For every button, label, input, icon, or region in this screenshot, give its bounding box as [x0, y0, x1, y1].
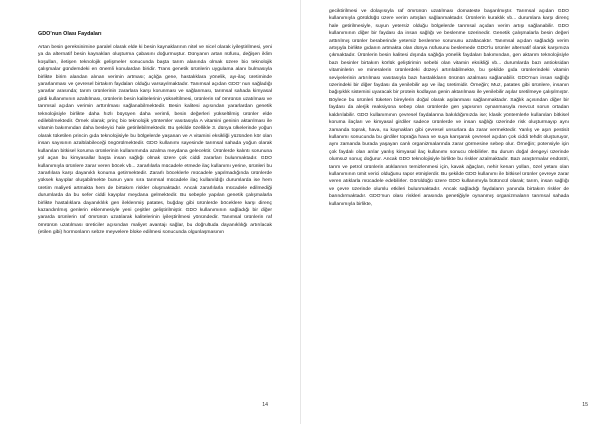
right-body-text: geciktirilmesi ve dolayısıyla raf ömrünün uzatılması domateste başarılmıştır. Tarımsal açıdan GDO kullanımıyla görüldüğü üzere verim artışları sağlanmaktadır. Ürünlerin kuraklık vb... durumlara karşı direnç hale getirilmesiyle, suyun yetersiz olduğu bölgelerde tarımsal açıdan verim artışı sağlanabilir. GDO kullanımının diğer bir faydası da insan sağlığı ve beslenme üzerinedir. Genetik çalışmalarla besin değeri arttırılmış ürünler beraberinde yetersiz beslenme sorununu azaltacaktır. Tanımsal açıdan sağladığı verim artışıyla birlikte gıdanın artmakta olan dünya nüfusunu beslemede GDO’lu ürünler alternatif olarak karşımıza çıkmaktadır. Ürünlerin besin kalitesi dışında sağlığa yönelik faydaları bakımından, gen aktarım teknolojisiyle bazı besinler birtakım körlük geliştirimin sebebi olan vitamin eksikliği vb... durumlarda bazı antioksidan vitaminlerin ve mineralerin ürünlerdeki düzeyi artırılabilmekte, bu şekilde gıda ürünlerindeki vitamin seviyelerinin artırılması vasıtasıyla bazı hastalıkların önünün azalması sağlanabilir. GDO’nun insan sağlığı üzerindeki bir diğer faydası da yenilebilir aşı ve ilaç üretimidir. Örneğin; Muz, patates gibi ürünlere, insanın bağışıklık sistemini uyaracak bir protein kodlayan genin aktarılması ile yenilebilir aşılar üretilmeye çalışılmıştır. Böylece bu ürünleri tüketen bireylerin doğal olarak aşılanması sağlanmaktadır. Sağlık açısından diğer bir faydası da alerjik reaksiyona sebep olan ürünlerde gen yapısının oynanmasıyla mevcut sorun ortadan kaldırılabilir. GDO kullanımının çevresel faydalarına bakıldığımızda ise; klasik yöntemlerle kullanılan bitkisel koruma ilaçları ve kimyasal girdiler sadece ürünlerde ve insan sağlığı üzerinde risk oluşturmayıp aynı zamanda toprak, hava, su kaynakları gibi çevresel unsurlara da zarar vermektedir. Yanlış ve aşırı pestisit kullanımı sonucunda bu girdiler toprağa hava ve suya karışarak çevresel açıdan çok ciddi tehdit oluşturuyor, aynı zamanda burada yaşayan canlı organizmalarında zarar görmesine sebep olur. Örneğin; potensiyle için çok faydalı olan arılar yanlış kimyasal ilaç kullanımı sonucu ölebilirler. Bu durum doğal dengeyi üzerinde olumsuz sonuç doğurur. Ancak GDO teknolojisiyle birlikte bu riskler azalmaktadır. Bazı araştırmalar endüstri, tarım ve petrol ürünlerin atıklarının temizlenmesi için, kavak ağaçları, nehir kenarı yolları, özel yetanı olan kullanımının ümit verici olduğunu rapor etmişlerdir. Bu şekilde GDO kullanımı ile bitkisel ürünler çevreye zarar veren atıklarla mücadele edebilirler. Görüldüğü üzere GDO kullanımıyla bütüncül olarak; tarım, insan sağlığı ve çevre üzerinde olumlu etkileri bulunmaktadır. Ancak sağladığı faydaların yanında birtakım riskler de barındırmaktadır. GDO’nun olası riskleri arasında genetiğiyle oynanmış organizmaların tarımsal sahada kullanımıyla birlikte,	[329, 9, 569, 207]
left-body-text: Artan besin gereksinimine paralel olarak elde ki besin kaynaklarının nitel ve nicel olarak iyileştirilmesi, yeni ya da alternatif besin kaynakları oluşturma çabasını doğurmuştur. Dünyanın artan nüfusu, değişen iklim koşulları, iletişen teknolojik gelişmeler sonucunda başta tarım alanında olmak üzere bio teknolojik çalışmalar gündemdeki en önemli konulardan biridir. Trans genetik ürünlerin uygulama alanı bulmasıyla birlikte birim alandan alınan verimin artması; açlığa gene, hastalıklara yönelik, ayı-ilaç üretiminde yararlanması ve çevresel birtakım faydaları olduğu varsayılmaktadır. Tanımsal açıdan GDO’ nun sağladığı yararlar arasında; tarım ürünlerinin zararlara karşı korunması ve sağlanması, tarımsal sahada kimyasal girdi kullanımının azaltılması, ürünlerin besin kalitelerinin yükseltilmesi, ürünlerin raf ömrünün uzatılması ve tarımsal açıdan verimin arttırılması sağlanabilmektedir. Besin kalitesi açısından yararlardan genetik teknolojisiyle birlikte daha hızlı büyüyen daha verimli, besin değerleri yükseltilmiş ürünler elde edilebilmektedir. Örnek olarak; prinç bio teknolojik yöntemler vasıtasıyla A vitamini geninin aktarılması ile vitamin bakımından daha besleyici hale getirilebilmektedir. Bu şekilde özellikle 3. dünya ülkelerinde yoğun olarak tüketilen princin gıda teknolojisiyle bu bölgelerde yaşanan ve A vitamini eksikliği yüzünden kör olan insan sayısının azaltılabileceği öngörülmektedir. GDO kullanımı sayesinde tarımsal sahada yoğun olarak kullanılan bitkisel koruma ürünlerinin kullanımında azalma meydana gelecektir. Ürünlerde kalıntı sorununa yol açan bu kimyasallar başta insan sağlığı olmak üzere çok ciddi zararları bulunmaktadır. GDO kullanımıyla ürünlere zarar veren böcek vb... zararlılarla mücadele etmede ilaç kullanımı yerine, ürünleri bu zararlılara karşı dayanıklı konuma getirmektedir. Zararlı böceklerle mücadele yapılmadığında ürünlerde yüksek kayıplar oluşabilmekte bunun yanı sıra tarımsal mücadele ilaç kullanıldığı durumlarda ise hem üretim maliyeti artmakta hem de birtakım riskler oluşmaktadır. Ancak zararlılarla mücadele edilmediği durumlarda da bu sefer ciddi kayıplar meydana gelmektedir. Bu sebeple yapılan genetik çalışmalarla birlikte hastalıklara dayanıklılık gen ileklenmiş patates, buğday gibi ürünlerde böceklere karşı direnç kazandırılmış genlerin eklenmesiyle yeni çeşitler geliştirilmiştir. GDO kullanımının sağladığı bir diğer yararda ürünlerin raf ömrünün uzatılarak kalitelerinin iyileştirilmesi yönündedir. Tanımsal ürünlerin raf ömrünün uzatılması üreticiler açısından maliyet avantajı sağlar, bu doğrultuda dayanıklılığı artırılacak (etilen gibi) hormonların sebze meyvelere bloke edilmesi sonucunda olgunlaşmasının	[38, 45, 272, 236]
page-number-right: 15	[582, 402, 588, 408]
page-number-left: 14	[262, 402, 268, 408]
section-heading: GDO’nun Olası Faydaları	[38, 31, 102, 37]
right-page	[300, 0, 600, 424]
